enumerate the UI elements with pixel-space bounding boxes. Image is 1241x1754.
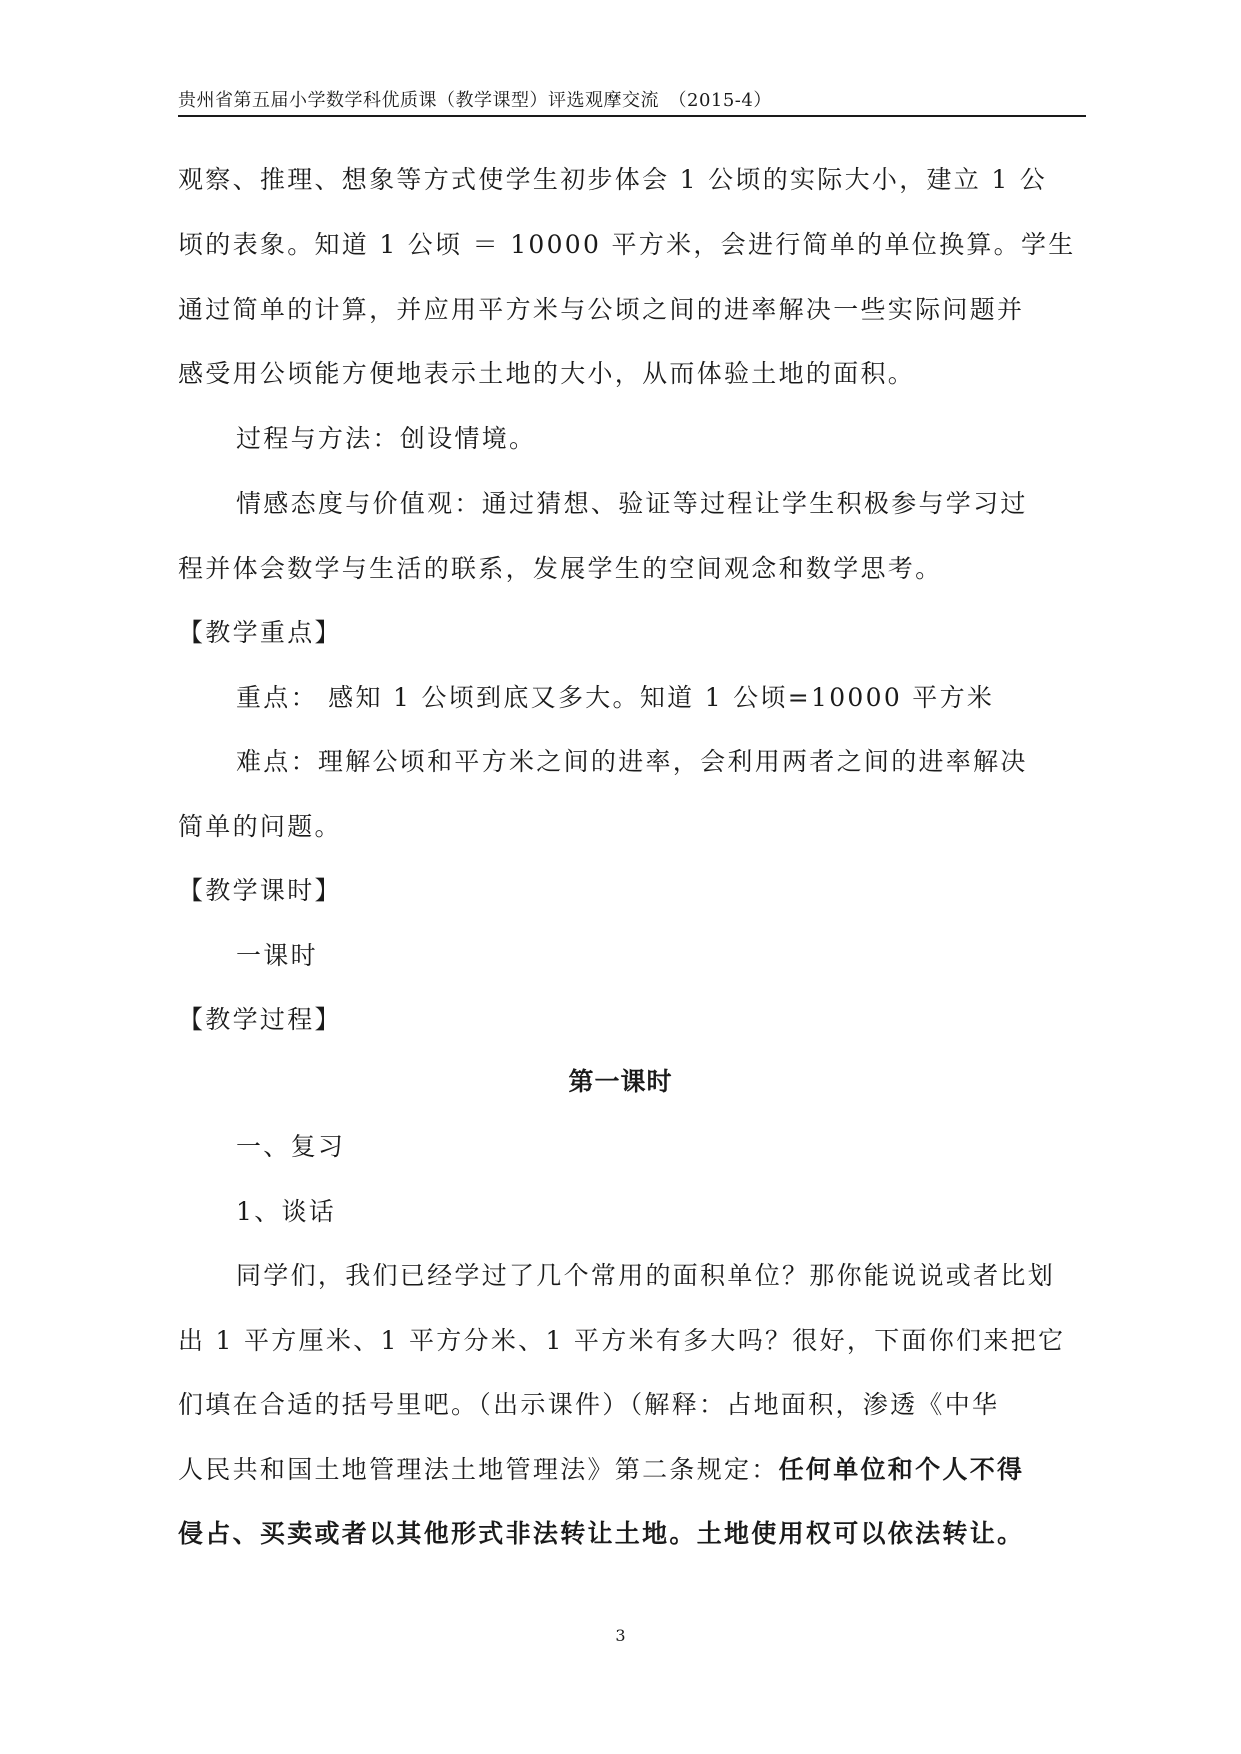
talk-text	[178, 1454, 1083, 1486]
talk-text: 出 1 平方厘米、1 平方分米、1 平方米有多大吗？很好，下面你们来把它	[178, 1326, 1066, 1355]
section-heading-class-hours: 【教学课时】	[178, 876, 342, 905]
talk-text-normal: 人民共和国土地管理法土地管理法》第二条规定：	[178, 1455, 779, 1484]
paragraph-line: 观察、推理、想象等方式使学生初步体会 1 公顷的实际大小，建立 1 公	[178, 165, 1048, 194]
law-excerpt-bold: 任何单位和个人不得	[778, 1455, 1025, 1484]
section-heading-process: 【教学过程】	[178, 1005, 342, 1034]
talk-text: 同学们，我们已经学过了几个常用的面积单位？那你能说说或者比划	[236, 1261, 1056, 1290]
paragraph-line: 通过简单的计算，并应用平方米与公顷之间的进率解决一些实际问题并	[178, 295, 1025, 324]
emotion-text: 情感态度与价值观：通过猜想、验证等过程让学生积极参与学习过	[236, 489, 1028, 518]
law-excerpt-bold: 侵占、买卖或者以其他形式非法转让土地。土地使用权可以依法转让。	[178, 1519, 1025, 1548]
header-divider	[178, 115, 1086, 117]
lesson-title: 第一课时	[568, 1067, 673, 1096]
class-hours-text: 一课时	[236, 941, 318, 970]
paragraph-line: 顷的表象。知道 1 公顷 ＝ 10000 平方米，会进行简单的单位换算。学生	[178, 230, 1076, 259]
page-header: 贵州省第五届小学数学科优质课（教学课型）评选观摩交流 （2015-4）	[178, 90, 772, 111]
key-point-text: 重点： 感知 1 公顷到底又多大。知道 1 公顷=10000 平方米	[236, 683, 995, 712]
difficulty-text: 简单的问题。	[178, 812, 342, 841]
process-method-text: 过程与方法：创设情境。	[236, 424, 537, 453]
subsection-review: 一、复习	[236, 1132, 346, 1161]
page-number: 3	[615, 1626, 626, 1645]
paragraph-line: 感受用公顷能方便地表示土地的大小，从而体验土地的面积。	[178, 359, 916, 388]
section-heading-key-points: 【教学重点】	[178, 618, 342, 647]
talk-text: 们填在合适的括号里吧。（出示课件）（解释：占地面积，渗透《中华	[178, 1390, 1000, 1419]
difficulty-text: 难点：理解公顷和平方米之间的进率，会利用两者之间的进率解决	[236, 747, 1028, 776]
item-talk: 1、谈话	[236, 1197, 337, 1226]
emotion-text: 程并体会数学与生活的联系，发展学生的空间观念和数学思考。	[178, 554, 943, 583]
